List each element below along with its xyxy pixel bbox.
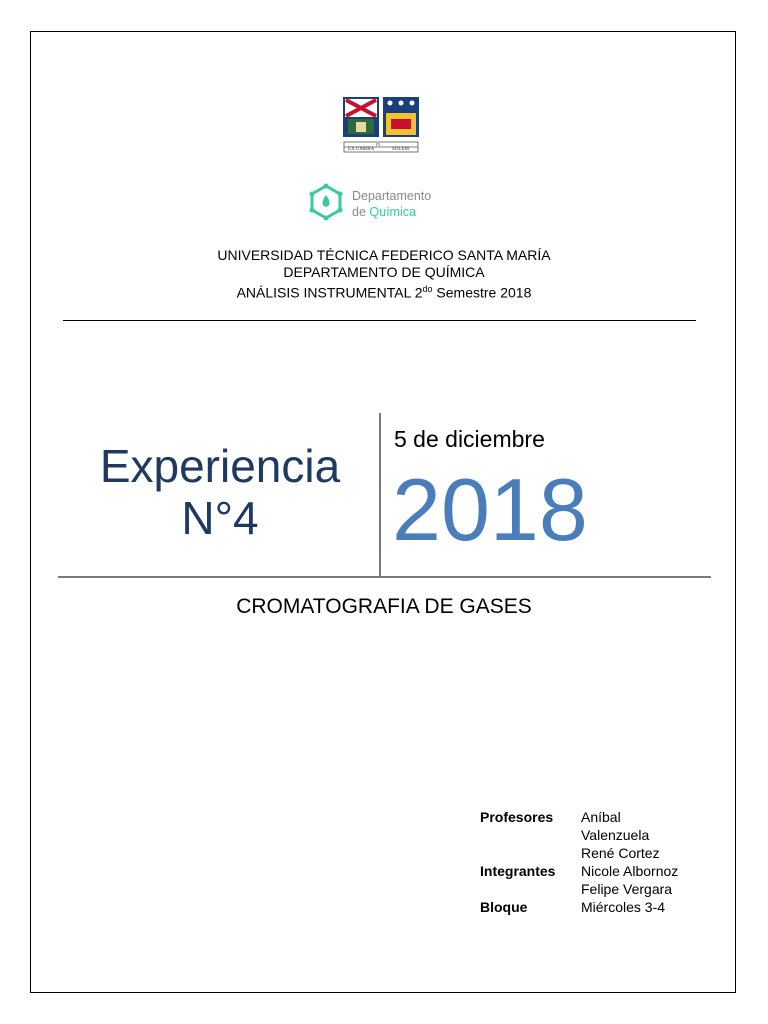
profesores-label: Profesores: [480, 809, 554, 825]
report-subject: CROMATOGRAFIA DE GASES: [236, 595, 532, 618]
bloque-value: Miércoles 3-4: [581, 899, 666, 915]
integrantes-label: Integrantes: [480, 863, 556, 879]
title-vertical-divider: [379, 413, 381, 576]
profesores-value-3: René Cortez: [581, 845, 660, 861]
header-divider: [63, 320, 696, 321]
course-suffix: Semestre 2018: [432, 284, 532, 301]
crest-motto-right: SOLEM: [392, 147, 409, 152]
course-line: [0, 281, 768, 302]
bloque-label: Bloque: [480, 899, 528, 915]
department-name: DEPARTAMENTO DE QUÍMICA: [283, 264, 485, 280]
integrantes-value-2: Felipe Vergara: [581, 881, 673, 897]
department-logo-prefix: de: [352, 205, 370, 219]
department-logo-line1: Departamento: [352, 189, 432, 203]
crest-motto-left: EX UMBRA: [348, 147, 375, 152]
title-horizontal-divider: [58, 576, 711, 578]
experiment-title: [60, 440, 380, 544]
integrantes-value-1: Nicole Albornoz: [581, 863, 679, 879]
course-superscript: do: [422, 284, 433, 294]
profesores-value-1: Aníbal: [581, 809, 621, 825]
experiment-title-line1: Experiencia: [99, 440, 341, 492]
department-logo-line2: [352, 204, 431, 220]
department-logo-text: [352, 188, 431, 220]
profesores-value-2: Valenzuela: [581, 827, 650, 843]
info-block: [480, 808, 678, 916]
experiment-title-line2: N°4: [181, 492, 259, 544]
info-table: [480, 808, 678, 916]
course-prefix: ANÁLISIS INSTRUMENTAL 2: [236, 284, 423, 301]
university-crest-logo: [340, 95, 422, 157]
cover-date: 5 de diciembre: [394, 426, 545, 452]
university-name: UNIVERSIDAD TÉCNICA FEDERICO SANTA MARÍA: [217, 247, 551, 263]
university-header: [0, 247, 768, 302]
cover-year: 2018: [392, 460, 588, 559]
department-logo-accent: Química: [369, 205, 416, 219]
crest-motto-mid: IN: [376, 142, 381, 147]
